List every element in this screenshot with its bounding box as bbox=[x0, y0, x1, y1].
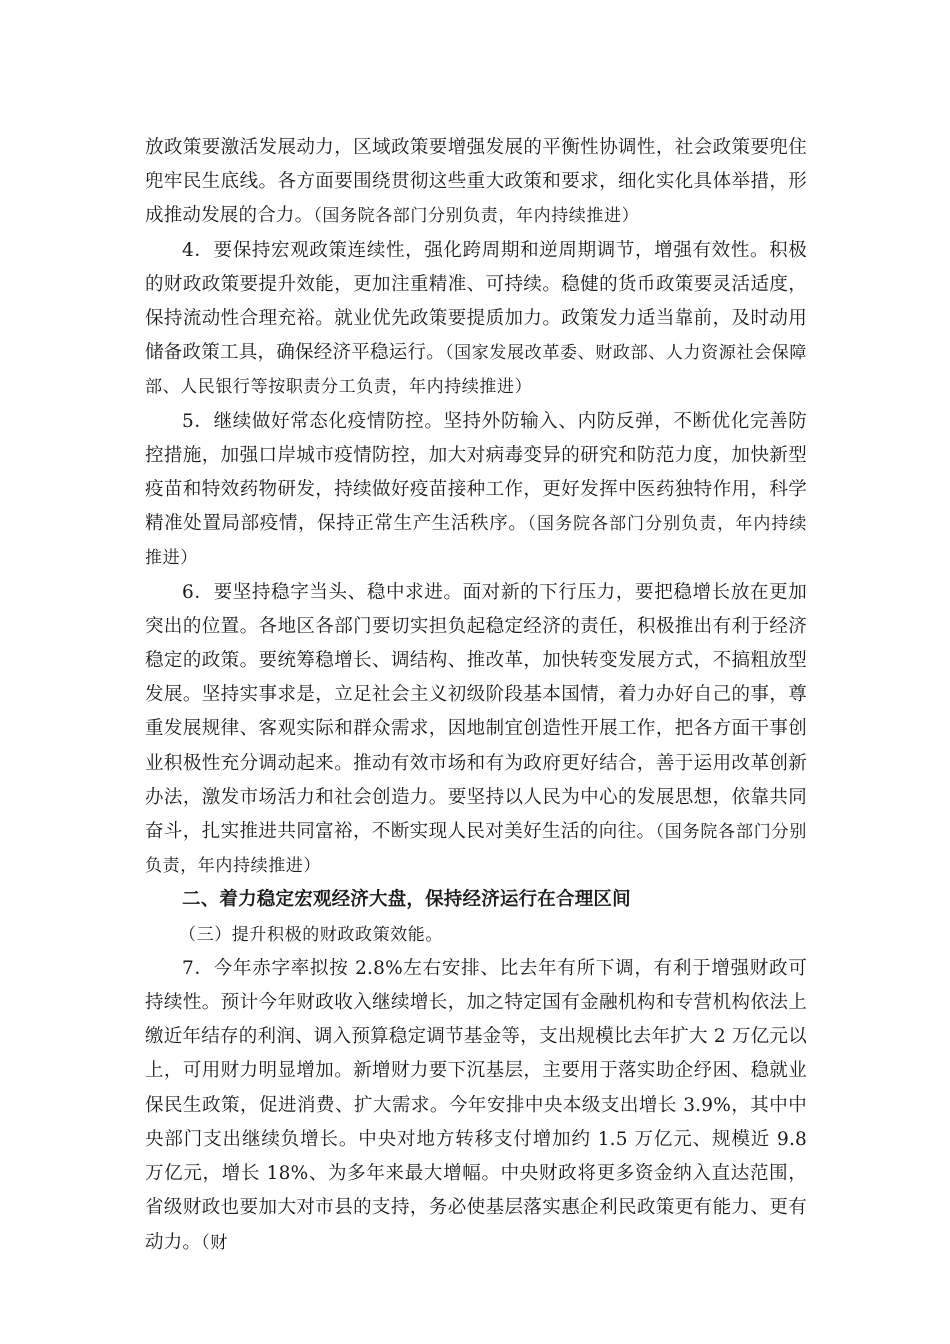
paragraph-continuation bbox=[145, 131, 807, 234]
responsibility-note: （国务院各部门分别负责，年内持续推进） bbox=[145, 822, 807, 877]
paragraph-item-6 bbox=[145, 576, 807, 884]
paragraph-item-5 bbox=[145, 405, 807, 576]
paragraph-item-7 bbox=[145, 952, 807, 1260]
paragraph-text: 7．今年赤字率拟按 2.8%左右安排、比去年有所下调，有利于增强财政可持续性。预计今年财政收入继续增长，加之特定国有金融机构和专营机构依法上缴近年结存的利润、调入预算稳定调节基金等，支出规模比去年扩大 2 万亿元以上，可用财力明显增加。新增财力要下沉基层，主要用于落实助企纾困、稳就业保民生政策，促进消费、扩大需求。今年安排中央本级支出增长 3.9%，其中中央部门支出继续负增长。中央对地方转移支付增加约 1.5 万亿元、规模近 9.8 万亿元，增长 18%、为多年来最大增幅。中央财政将更多资金纳入直达范围，省级财政也要加大对市县的支持，务必使基层落实惠企利民政策更有能力、更有动力。 bbox=[145, 957, 807, 1253]
paragraph-text: 5．继续做好常态化疫情防控。坚持外防输入、内防反弹，不断优化完善防控措施，加强口岸城市疫情防控，加大对病毒变异的研究和防范力度，加快新型疫苗和特效药物研发，持续做好疫苗接种工作，更好发挥中医药独特作用，科学精准处置局部疫情，保持正常生产生活秩序。 bbox=[145, 410, 807, 535]
responsibility-note: （国务院各部门分别负责，年内持续推进） bbox=[145, 514, 807, 569]
paragraph-text: 6．要坚持稳字当头、稳中求进。面对新的下行压力，要把稳增长放在更加突出的位置。各地区各部门要切实担负起稳定经济的责任，积极推出有利于经济稳定的政策。要统筹稳增长、调结构、推改革，加快转变发展方式，不搞粗放型发展。坚持实事求是，立足社会主义初级阶段基本国情，着力办好自己的事，尊重发展规律、客观实际和群众需求，因地制宜创造性开展工作，把各方面干事创业积极性充分调动起来。推动有效市场和有为政府更好结合，善于运用改革创新办法，激发市场活力和社会创造力。要坚持以人民为中心的发展思想，依靠共同奋斗，扎实推进共同富裕，不断实现人民对美好生活的向往。 bbox=[145, 581, 807, 843]
responsibility-note: （国家发展改革委、财政部、人力资源社会保障部、人民银行等按职责分工负责，年内持续推进） bbox=[145, 343, 807, 398]
paragraph-text: 放政策要激活发展动力，区域政策要增强发展的平衡性协调性，社会政策要兜住兜牢民生底线。各方面要围绕贯彻这些重大政策和要求，细化实化具体举措，形成推动发展的合力。 bbox=[145, 137, 807, 227]
paragraph-item-4 bbox=[145, 234, 807, 405]
paragraph-text: 4．要保持宏观政策连续性，强化跨周期和逆周期调节，增强有效性。积极的财政政策要提升效能，更加注重精准、可持续。稳健的货币政策要灵活适度，保持流动性合理充裕。就业优先政策要提质加力。政策发力适当靠前，及时动用储备政策工具，确保经济平稳运行。 bbox=[145, 239, 807, 364]
responsibility-note: （国务院各部门分别负责，年内持续推进） bbox=[313, 206, 640, 227]
section-heading: 二、着力稳定宏观经济大盘，保持经济运行在合理区间 bbox=[182, 889, 631, 911]
document-body bbox=[145, 131, 807, 1260]
responsibility-note: （财 bbox=[201, 1232, 228, 1253]
subsection-heading: （三）提升积极的财政政策效能。 bbox=[179, 924, 443, 945]
